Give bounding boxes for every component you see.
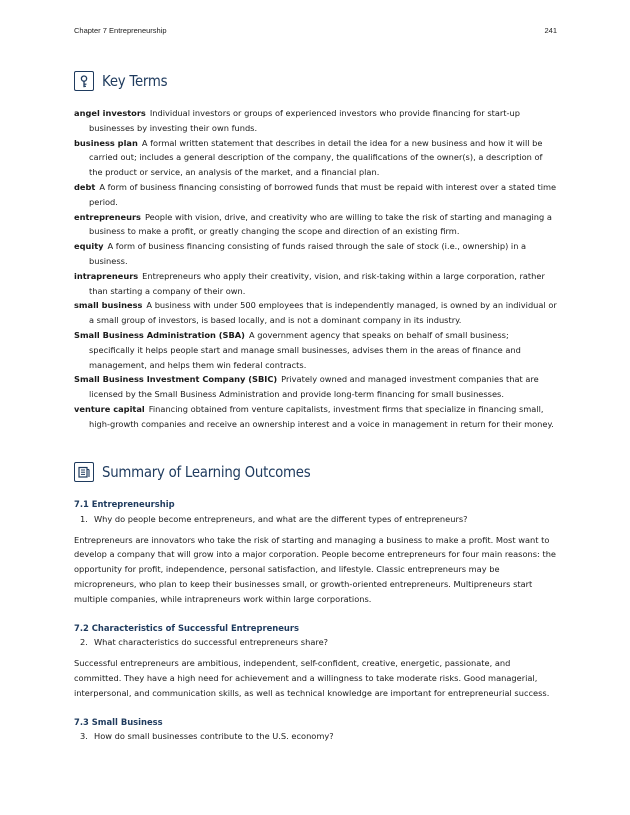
summary-icon [74, 462, 94, 482]
summary-paragraph: Successful entrepreneurs are ambitious, independent, self-confident, creative, energetic, passionate, and committed. They have a high need for achievement and a willingness to take moderate risks. Good managerial, interpersonal, and communication skills, as well as technical knowledge are important for entrepreneurial success. [74, 658, 550, 698]
term-entry [74, 180, 557, 210]
key-terms-list [74, 106, 557, 432]
term-definition: A government agency that speaks on behalf of small business; specifically it helps people start and manage small businesses, advises them in the areas of finance and management, and helps them win federal contracts. [89, 329, 521, 370]
review-question [80, 729, 557, 744]
term-word: intrapreneurs [74, 270, 139, 281]
term-definition: A business with under 500 employees that is independently managed, is owned by an individual or a small group of investors, is based locally, and is not a dominant company in its industry. [89, 300, 557, 326]
review-question [80, 635, 557, 650]
summary-body [74, 497, 557, 744]
term-definition: Privately owned and managed investment companies that are licensed by the Small Business Administration and provide long-term financing for small businesses. [89, 374, 539, 400]
section-heading: 7.2 Characteristics of Successful Entrepreneurs [74, 622, 299, 633]
term-entry [74, 239, 557, 269]
question-number: 3. [80, 731, 88, 742]
term-definition: Individual investors or groups of experienced investors who provide financing for start-up businesses by investing their own funds. [89, 108, 520, 133]
term-entry [74, 298, 557, 328]
term-word: entrepreneurs [74, 211, 141, 222]
key-terms-heading [74, 71, 178, 91]
term-entry [74, 372, 557, 402]
question-text: Why do people become entrepreneurs, and what are the different types of entrepreneurs? [94, 513, 468, 524]
term-word: venture capital [74, 403, 145, 414]
chapter-title: Chapter 7 Entrepreneurship [74, 26, 167, 35]
summary-title: Summary of Learning Outcomes [102, 463, 311, 481]
term-word: equity [74, 241, 104, 252]
term-definition: A form of business financing consisting of funds raised through the sale of stock (i.e., ownership) in a business. [89, 241, 527, 266]
term-definition: People with vision, drive, and creativity who are willing to take the risk of starting and managing a business to make a profit, or greatly changing the scope and direction of an existing firm. [89, 211, 552, 237]
term-word: debt [74, 181, 96, 192]
term-entry [74, 106, 557, 136]
term-definition: Entrepreneurs who apply their creativity, vision, and risk-taking within a large corporation, rather than starting a company of their own. [89, 270, 545, 296]
question-text: What characteristics do successful entrepreneurs share? [94, 637, 329, 648]
term-word: small business [74, 300, 143, 311]
review-question [80, 512, 557, 527]
question-number: 2. [80, 637, 88, 648]
summary-paragraph: Entrepreneurs are innovators who take the risk of starting and managing a business to make a profit. Most want to develop a company that will grow into a major corporation. People become entrepreneurs for four main reasons: the opportunity for profit, independence, personal satisfaction, and lifestyle. Classic entrepreneurs may be micropreneurs, who plan to keep their businesses small, or growth-oriented entrepreneurs. Multipreneurs start multiple companies, while intrapreneurs work within large corporations. [74, 534, 556, 604]
term-entry [74, 269, 557, 299]
term-word: angel investors [74, 108, 146, 118]
term-entry [74, 402, 557, 432]
key-terms-title: Key Terms [102, 72, 168, 90]
question-number: 1. [80, 513, 88, 524]
term-entry [74, 210, 557, 240]
term-entry [74, 136, 557, 180]
term-entry [74, 328, 557, 372]
section-heading: 7.1 Entrepreneurship [74, 499, 175, 509]
term-word: business plan [74, 137, 138, 148]
section-heading: 7.3 Small Business [74, 716, 163, 727]
term-definition: A formal written statement that describes in detail the idea for a new business and how it will be carried out; includes a general description of the company, the qualifications of the owner(s), a description of the product or service, an analysis of the market, and a financial plan. [89, 137, 543, 178]
key-icon [74, 71, 94, 91]
term-definition: Financing obtained from venture capitalists, investment firms that specialize in financing small, high-growth companies and receive an ownership interest and a voice in management in return for their money. [89, 403, 554, 429]
page-number: 241 [544, 26, 557, 35]
question-text: How do small businesses contribute to the U.S. economy? [94, 731, 334, 742]
summary-heading [74, 462, 344, 482]
term-word: Small Business Administration (SBA) [74, 329, 245, 340]
term-definition: A form of business financing consisting of borrowed funds that must be repaid with interest over a stated time period. [89, 181, 557, 207]
term-word: Small Business Investment Company (SBIC) [74, 374, 278, 385]
